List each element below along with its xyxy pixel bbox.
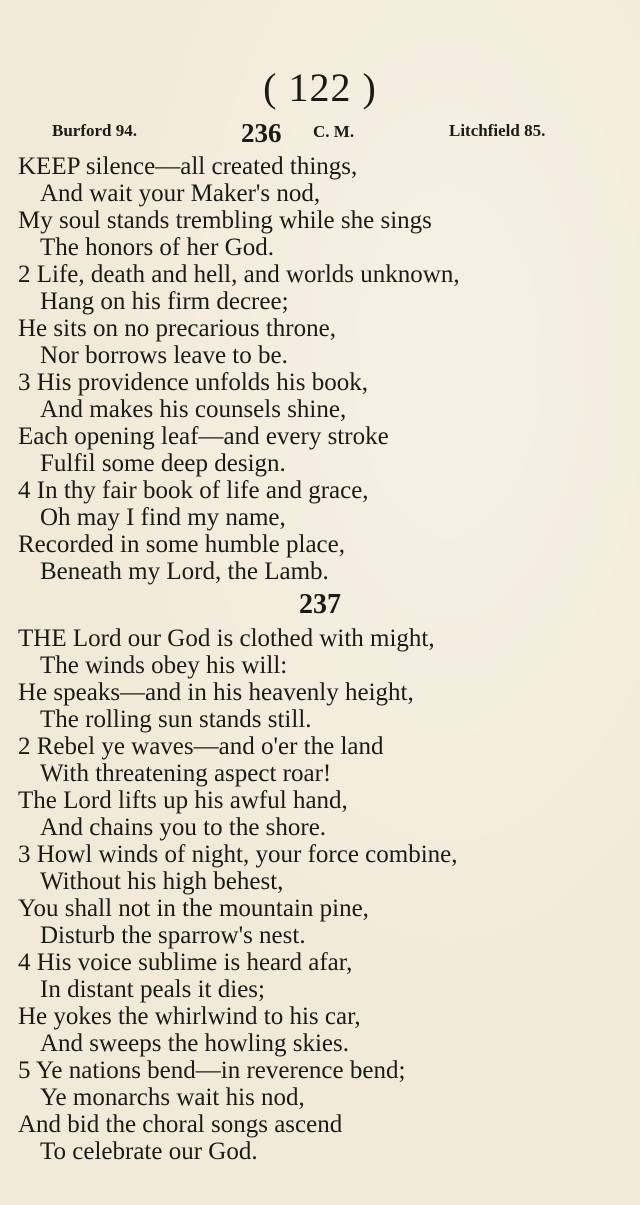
verse-line: With threatening aspect roar! xyxy=(40,760,332,787)
verse-line: 3 His providence unfolds his book, xyxy=(18,369,368,396)
verse-line: Ye monarchs wait his nod, xyxy=(40,1084,305,1111)
verse-line: To celebrate our God. xyxy=(40,1138,258,1165)
hymn-header xyxy=(0,118,640,148)
verse-line: The honors of her God. xyxy=(40,234,274,261)
verse-line: Without his high behest, xyxy=(40,868,284,895)
verse-line: And chains you to the shore. xyxy=(40,814,327,841)
verse-line: Disturb the sparrow's nest. xyxy=(40,922,306,949)
verse-line: And makes his counsels shine, xyxy=(40,396,347,423)
verse-line: 3 Howl winds of night, your force combine, xyxy=(18,841,458,868)
verse-line: Beneath my Lord, the Lamb. xyxy=(40,558,329,585)
verse-line: And sweeps the howling skies. xyxy=(40,1030,349,1057)
meter-label: C. M. xyxy=(313,122,355,141)
verse-line: You shall not in the mountain pine, xyxy=(18,895,369,922)
verse-line: He speaks—and in his heavenly height, xyxy=(18,679,414,706)
verse-line: Oh may I find my name, xyxy=(40,504,286,531)
verse-line: Recorded in some humble place, xyxy=(18,531,345,558)
verse-line: 2 Rebel ye waves—and o'er the land xyxy=(18,733,384,760)
verse-line: My soul stands trembling while she sings xyxy=(18,207,432,234)
verse-line: Nor borrows leave to be. xyxy=(40,342,288,369)
verse-line: KEEP silence—all created things, xyxy=(18,153,358,180)
verse-line: The winds obey his will: xyxy=(40,652,288,679)
verse-line: Each opening leaf—and every stroke xyxy=(18,423,389,450)
verse-line: And wait your Maker's nod, xyxy=(40,180,321,207)
verse-line: And bid the choral songs ascend xyxy=(18,1111,343,1138)
verse-line: Hang on his firm decree; xyxy=(40,288,289,315)
verse-line: The Lord lifts up his awful hand, xyxy=(18,787,348,814)
page-number: ( 122 ) xyxy=(263,65,377,110)
verse-line: In distant peals it dies; xyxy=(40,976,265,1003)
verse-line: 5 Ye nations bend—in reverence bend; xyxy=(18,1057,406,1084)
verse-line: THE Lord our God is clothed with might, xyxy=(18,625,435,652)
hymn-number: 236 xyxy=(241,118,282,148)
verse-line: 2 Life, death and hell, and worlds unknown, xyxy=(18,261,460,288)
tune-reference-right: Litchfield 85. xyxy=(449,121,546,140)
tune-reference-left: Burford 94. xyxy=(52,121,137,140)
verse-line: Fulfil some deep design. xyxy=(40,450,286,477)
verse-line: He sits on no precarious throne, xyxy=(18,315,336,342)
verse-line: He yokes the whirlwind to his car, xyxy=(18,1003,361,1030)
verse-line: 4 In thy fair book of life and grace, xyxy=(18,477,369,504)
verse-line: The rolling sun stands still. xyxy=(40,706,312,733)
hymn-number-237: 237 xyxy=(299,589,341,620)
verse-line: 4 His voice sublime is heard afar, xyxy=(18,949,353,976)
